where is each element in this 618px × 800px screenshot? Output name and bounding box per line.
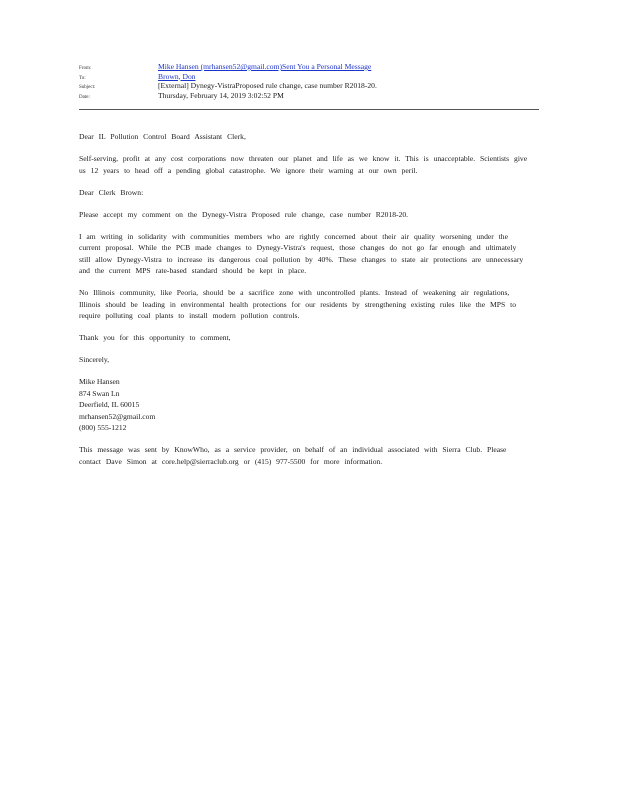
paragraph-illinois: No Illinois community, like Peoria, should be a sacrifice zone with uncontrolled plants. Instead of weakening air regulations, Illinois should be leading in environmental health protections for our residents by strengthening existing rules like the MPS to require polluting coal plants to install modern pollution controls. (79, 288, 516, 320)
signature-phone: (800) 555-1212 (79, 423, 127, 432)
signature-address: 874 Swan Ln (79, 388, 120, 398)
from-label: From: (79, 66, 92, 71)
signature-email: mrhansen52@gmail.com (79, 411, 156, 421)
paragraph-solidarity: I am writing in solidarity with communities members who are rightly concerned about their air quality worsening under the current proposal. While the PCB made changes to Dynegy-Vistra's request, those changes do not go far enough and ultimately still allow Dynegy-Vistra to increase its dangerous coal pollution by 40%. These changes to state air protections are unnecessary and the current MPS rate-based standard should be kept in place. (79, 231, 524, 275)
from-value[interactable]: Mike Hansen (mrhansen52@gmail.com)Sent You a Personal Message (158, 62, 372, 71)
subject-value: [External] Dynegy-VistraProposed rule change, case number R2018-20. (158, 81, 377, 90)
header-subject-row (79, 81, 539, 91)
paragraph-comment: Please accept my comment on the Dynegy-Vistra Proposed rule change, case number R2018-20. (79, 209, 409, 219)
footer-note: This message was sent by KnowWho, as a service provider, on behalf of an individual associated with Sierra Club. Please contact Dave Simon at core.help@sierraclub.org or (415) 977-5500 for more information. (79, 445, 507, 466)
signature-city: Deerfield, IL 60015 (79, 400, 140, 409)
date-label: Date: (79, 94, 90, 100)
header-divider (79, 109, 539, 110)
header-date-row (79, 91, 539, 101)
paragraph-intro: Self-serving, profit at any cost corporations now threaten our planet and life as we know it. This is unacceptable. Scientists give us 12 years to head off a pending global catastrophe. We ignore their warning at our own peril. (79, 154, 528, 175)
closing-line: Sincerely, (79, 355, 110, 364)
header-from-row (79, 62, 539, 72)
date-value: Thursday, February 14, 2019 3:02:52 PM (158, 90, 284, 100)
greeting-clerk-brown: Dear Clerk Brown: (79, 187, 144, 197)
email-header (79, 62, 539, 100)
subject-label: Subject: (79, 85, 96, 90)
to-value[interactable]: Brown, Don (158, 71, 196, 81)
header-to-row (79, 72, 539, 82)
signature-name: Mike Hansen (79, 377, 120, 386)
to-label: To: (79, 75, 86, 81)
greeting-board-clerk: Dear IL Pollution Control Board Assistant Clerk, (79, 132, 246, 141)
thanks-line: Thank you for this opportunity to comment, (79, 333, 231, 342)
email-body (79, 131, 531, 478)
